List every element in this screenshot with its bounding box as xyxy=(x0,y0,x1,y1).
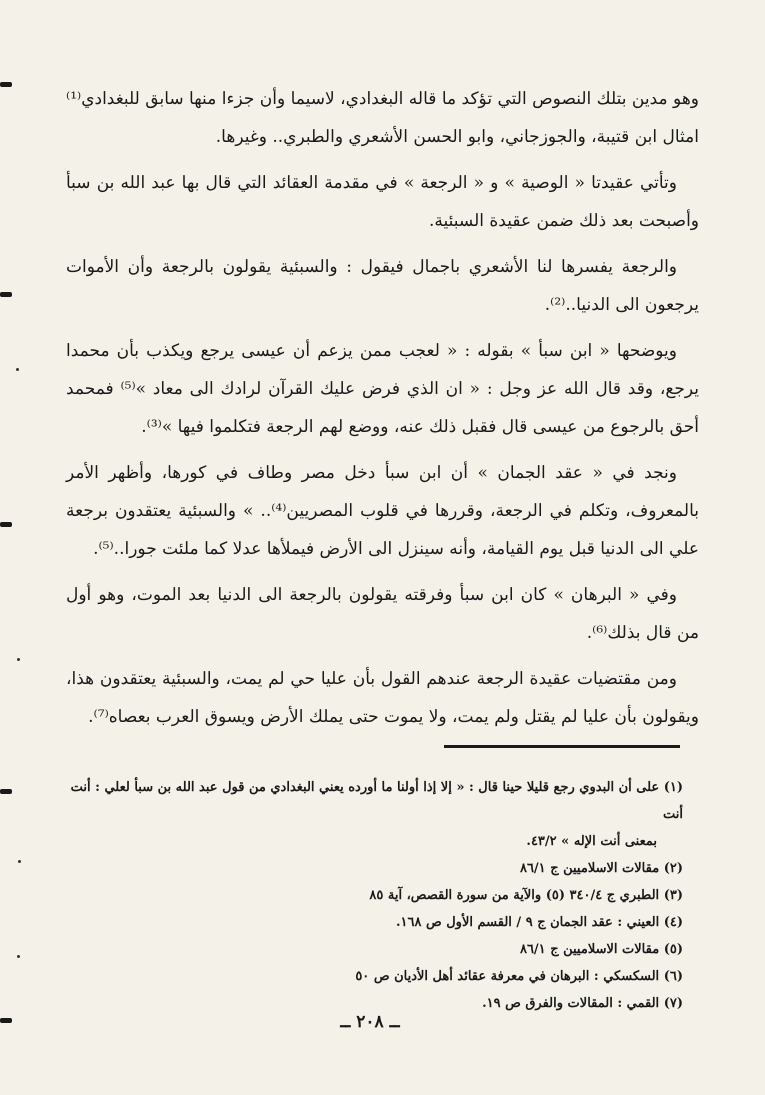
main-body-text xyxy=(66,80,699,744)
footnote: (٥) مقالات الاسلاميين ج ٨٦/١ xyxy=(519,942,683,957)
footnotes xyxy=(66,774,683,1017)
footnote: (٤) العيني : عقد الجمان ج ٩ / القسم الأول ص ١٦٨. xyxy=(395,915,683,930)
paragraph: ومن مقتضيات عقيدة الرجعة عندهم القول بأن عليا حي لم يمت، والسبئية يعتقدون هذا، ويقولون بأن عليا لم يقتل ولم يمت، ولا يموت حتى يملك الأرض ويسوق العرب بعصاه⁽⁷⁾. xyxy=(66,669,699,727)
margin-dot xyxy=(18,860,21,863)
paragraph: ويوضحها « ابن سبأ » بقوله : « لعجب ممن يزعم أن عيسى يرجع ويكذب بأن محمدا يرجع، وقد قال الله عز وجل : « ان الذي فرض عليك القرآن لرادك الى معاد »⁽⁵⁾ فمحمد أحق بالرجوع من عيسى قال فقبل ذلك عنه، ووضع لهم الرجعة فتكلموا فيها »⁽³⁾. xyxy=(66,341,699,437)
paragraph: والرجعة يفسرها لنا الأشعري باجمال فيقول : والسبئية يقولون بالرجعة وأن الأموات يرجعون الى الدنيا..⁽²⁾. xyxy=(66,257,699,315)
paragraph: وتأتي عقيدتا « الوصية » و « الرجعة » في مقدمة العقائد التي قال بها عبد الله بن سبأ وأصبحت بعد ذلك ضمن عقيدة السبئية. xyxy=(66,173,699,231)
margin-mark xyxy=(0,789,12,794)
footnote-separator xyxy=(444,745,680,748)
footnote: (١) على أن البدوي رجع قليلا حينا قال : « إلا إذا أولنا ما أورده يعني البغدادي من قول عبد الله بن سبأ لعلي : أنت أنت xyxy=(70,780,683,822)
margin-mark xyxy=(0,82,12,87)
margin-dot xyxy=(16,368,19,371)
paragraph: وفي « البرهان » كان ابن سبأ وفرقته يقولون بالرجعة الى الدنيا بعد الموت، وهو أول من قال بذلك⁽⁶⁾. xyxy=(66,585,699,643)
margin-mark xyxy=(0,522,12,527)
footnote: (٦) السكسكي : البرهان في معرفة عقائد أهل الأديان ص ٥٠ xyxy=(355,969,683,984)
margin-mark xyxy=(0,292,12,297)
footnote-continuation: بمعنى أنت الإله » ٤٣/٢. xyxy=(526,834,657,849)
margin-dot xyxy=(17,955,20,958)
footnote: (٢) مقالات الاسلاميين ج ٨٦/١ xyxy=(519,861,683,876)
paragraph: وهو مدين بتلك النصوص التي تؤكد ما قاله البغدادي، لاسيما وأن جزءا منها سابق للبغدادي⁽¹⁾ امثال ابن قتيبة، والجوزجاني، وابو الحسن الأشعري والطبري.. وغيرها. xyxy=(66,89,699,147)
footnote: (٧) القمي : المقالات والفرق ص ١٩. xyxy=(482,996,683,1011)
footnote: (٣) الطبري ج ٣٤٠/٤ (٥) والآية من سورة القصص، آية ٨٥ xyxy=(369,888,683,903)
paragraph: ونجد في « عقد الجمان » أن ابن سبأ دخل مصر وطاف في كورها، وأظهر الأمر بالمعروف، وتكلم في الرجعة، وقررها في قلوب المصريين⁽⁴⁾.. » والسبئية يعتقدون برجعة علي الى الدنيا قبل يوم القيامة، وأنه سينزل الى الأرض فيملأها عدلا كما ملئت جورا..⁽⁵⁾. xyxy=(66,463,699,559)
page-number: ــ ٢٠٨ ــ xyxy=(340,1012,400,1032)
margin-mark xyxy=(0,1018,12,1023)
margin-dot xyxy=(17,658,20,661)
